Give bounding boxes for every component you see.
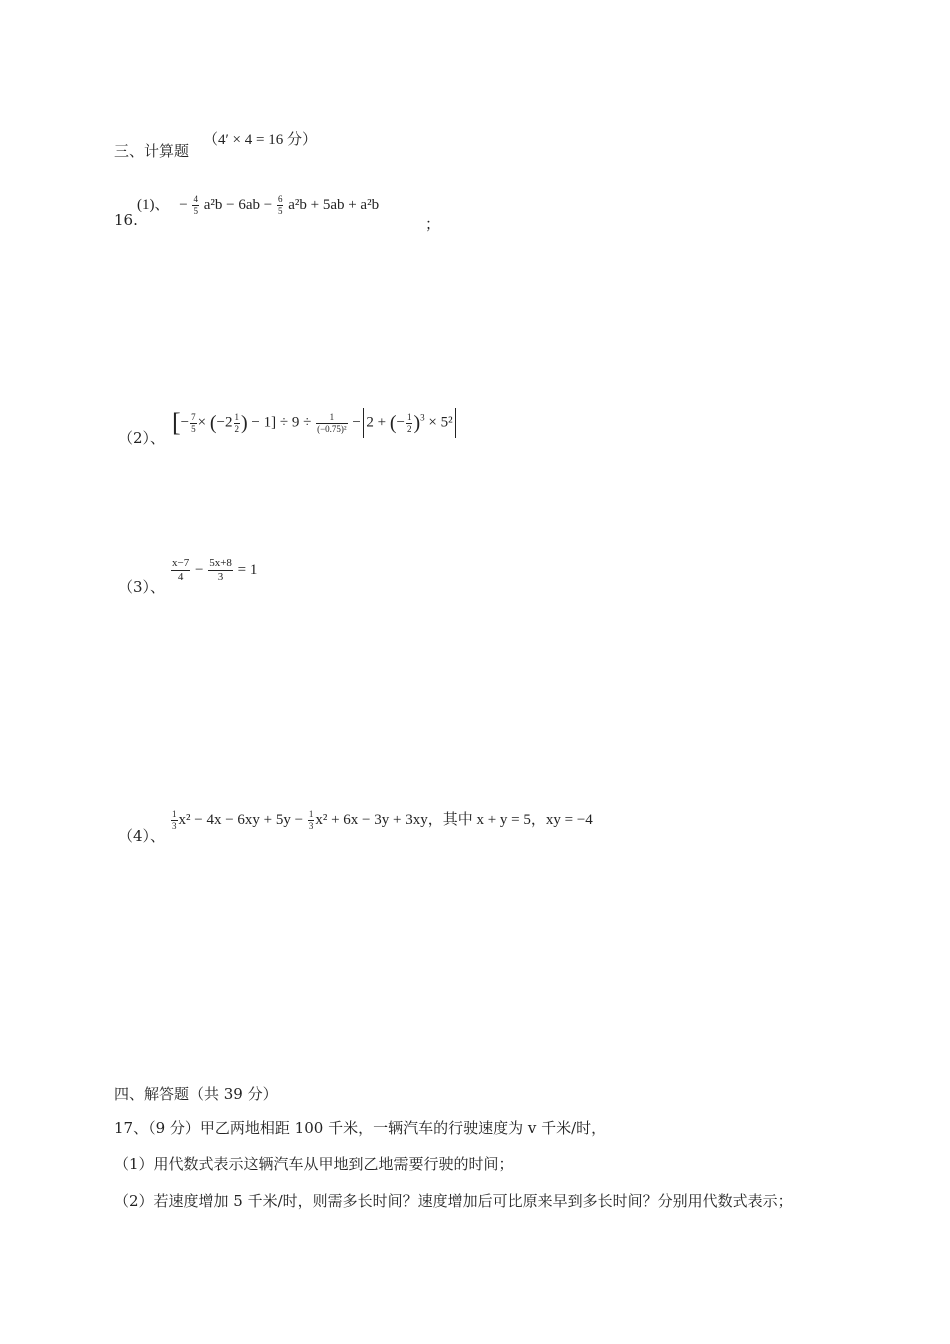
q16-part4: [170, 808, 593, 831]
fraction: $\frac{1}{2}$: [234, 411, 239, 434]
q16-part4-label: （4）、: [118, 827, 166, 845]
section3-title: 三、计算题: [114, 142, 190, 160]
mixed-number-whole: 2: [225, 414, 233, 431]
section3-score: （4′ × 4 = 16 分）: [203, 132, 317, 148]
fraction: $\frac{1}{2}$: [406, 411, 412, 434]
fraction: $\frac{5x+8}{3}$: [209, 557, 232, 583]
semicolon: ；: [425, 215, 441, 233]
fraction: $\frac{6}{5}$: [277, 194, 283, 217]
q17-part2: （2）若速度增加 5 千米/时，则需多长时间？速度增加后可比原来早到多长时间？分别用代数式表示；: [114, 1192, 793, 1210]
q16-part1-label: (1)、: [137, 197, 170, 213]
fraction: $\frac{x-7}{4}$: [172, 557, 190, 583]
equation-rhs: = 1: [237, 561, 258, 578]
fraction: $\frac{4}{5}$: [193, 194, 198, 217]
q16-number: 16.: [114, 211, 138, 229]
expression-segment: x² − 4x − 6xy + 5y −: [178, 812, 304, 828]
q16-part3: $\frac{x-7}{4}$ − $\frac{5x+8}{3}$ = 1: [172, 557, 258, 583]
q17-part1: （1）用代数式表示这辆汽车从甲地到乙地需要行驶的时间；: [114, 1155, 514, 1173]
fraction: $\frac{1}{\text{(−0.75)²}}$: [317, 411, 347, 434]
expression-segment: a²b + 5ab + a²b: [288, 197, 380, 213]
expression-segment: 2 +: [366, 414, 387, 431]
fraction: $\frac{7}{5}$: [191, 411, 196, 434]
q16-part1: (1)、 − $\frac{4}{5}$ a²b − 6ab − $\frac{6}{5}$ a²b + 5ab + a²b: [137, 194, 380, 217]
q16-part2-label: （2）、: [118, 429, 166, 447]
fraction: $\frac{1}{3}$: [172, 809, 177, 832]
expression-segment: × 5²: [428, 414, 453, 431]
expression-segment: x² + 6x − 3y + 3xy，其中 x + y = 5，xy = −4: [315, 812, 593, 828]
q17-stem: 17、（9 分）甲乙两地相距 100 千米，一辆汽车的行驶速度为 v 千米/时，: [114, 1119, 607, 1137]
fraction: $\frac{1}{3}$: [308, 809, 314, 832]
expression-segment: a²b − 6ab −: [203, 197, 273, 213]
exponent: 3: [420, 412, 425, 423]
q16-part2: [− $\frac{7}{5}$ × (−2 $\frac{1}{2}$ ) − 1] ÷ 9 ÷ $\frac{1}{\text{(−0.75)²}}$ − 2 + (− $\frac{1}{2}$ )$^3$ × 5²: [172, 408, 458, 438]
expression-segment: − 1] ÷ 9 ÷: [251, 414, 312, 431]
section4-title: 四、解答题（共 39 分）: [114, 1085, 278, 1103]
q16-part3-label: （3）、: [118, 578, 166, 596]
